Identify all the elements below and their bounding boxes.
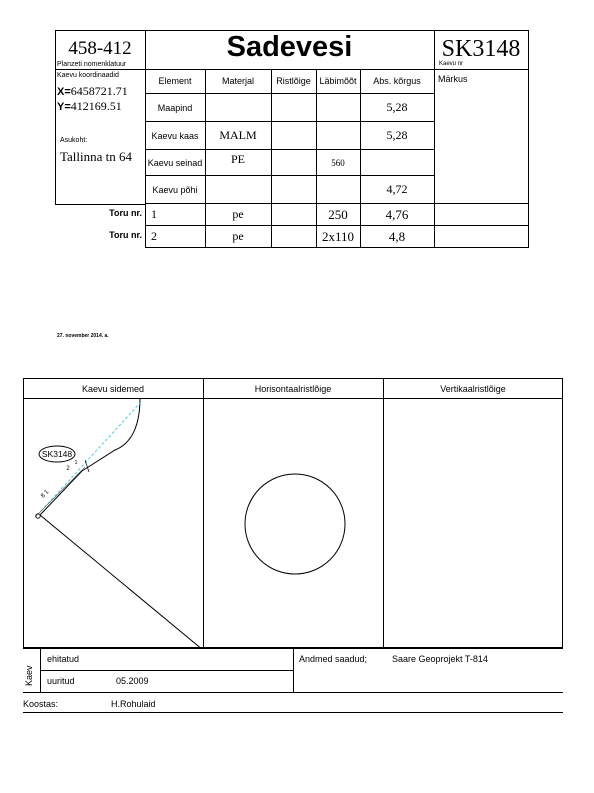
measured-value: 05.2009 (116, 676, 149, 686)
row-element: Maapind (157, 102, 193, 113)
row-diameter: 560 (331, 157, 345, 168)
pipe-number: 1 (151, 207, 157, 221)
pipe-number: 2 (151, 229, 157, 243)
pipe-diameter: 250 (328, 206, 348, 222)
pipe-height: 4,8 (388, 228, 406, 244)
document-title: Sadevesi (226, 31, 353, 63)
sheet-code-label: Planzeti nomenklatuur (57, 61, 127, 68)
source-value: Saare Geoprojekt T-814 (392, 654, 488, 664)
pipe-height: 4,76 (385, 206, 409, 222)
row-material (205, 94, 271, 121)
built-label: ehitatud (47, 654, 80, 664)
header-notes: Märkus (438, 74, 468, 84)
source-label: Andmed saadud; (299, 654, 368, 664)
well-tag: SK3148 (41, 449, 73, 459)
pipe-tick (85, 460, 89, 472)
pipe-label: Toru nr. (109, 230, 142, 240)
pipe-material: pe (232, 229, 244, 243)
header-element: Element (158, 76, 192, 86)
coord-y (57, 99, 122, 114)
connections-sketch (23, 398, 203, 648)
header-height: Abs. kõrgus (373, 76, 421, 86)
col-title-vertical: Vertikaalristlõige (440, 383, 506, 394)
horizontal-section-sketch (203, 398, 383, 648)
side-label: Kaev (24, 665, 34, 686)
pipe-label: Toru nr. (109, 208, 142, 218)
well-id: SK3148 (441, 36, 521, 62)
measured-label: uuritud (47, 676, 75, 686)
location-label: Asukoht: (60, 137, 88, 144)
well-id-label: Kaevu nr (439, 61, 464, 67)
coords-label: Kaevu koordinaadid (57, 72, 119, 79)
header-material: Materjal (221, 76, 254, 86)
author-label: Koostas: (23, 699, 59, 709)
coord-x (57, 84, 128, 99)
header-diameter: Läbimõõt (319, 76, 357, 86)
well-circle (245, 474, 345, 574)
row-material: MALM (219, 128, 257, 142)
pipe-label-1: 1 (74, 460, 78, 466)
row-material: PE (230, 151, 245, 166)
location-value: Tallinna tn 64 (60, 149, 133, 164)
property-line (40, 515, 203, 648)
pipe-diameter: 2x110 (321, 228, 355, 244)
row-element: Kaevu seinad (147, 157, 203, 168)
coord-x-label: X= (57, 86, 71, 98)
row-height: 4,72 (386, 182, 408, 196)
row-element: Kaevu kaas (151, 130, 199, 141)
node-marker (36, 514, 40, 518)
header-section: Ristlõige (276, 76, 311, 86)
coord-y-label: Y= (57, 101, 71, 113)
pipe-material: pe (232, 207, 244, 221)
curb-line (82, 398, 140, 471)
coord-x-value: 6458721.71 (70, 84, 128, 98)
col-title-horizontal: Horisontaalristlõige (254, 383, 332, 394)
author-value: H.Rohulaid (111, 699, 156, 709)
distance-label: 8 1 (40, 489, 51, 500)
col-title-connections: Kaevu sidemed (81, 383, 145, 394)
coord-y-value: 412169.51 (70, 99, 122, 113)
row-element: Kaevu põhi (152, 184, 198, 195)
sheet-code: 458-412 (68, 38, 132, 59)
row-height: 5,28 (386, 128, 408, 142)
row-height: 5,28 (386, 100, 408, 114)
document-date: 27. november 2014. a. (57, 333, 109, 339)
pipe-label-2: 2 (66, 466, 70, 472)
